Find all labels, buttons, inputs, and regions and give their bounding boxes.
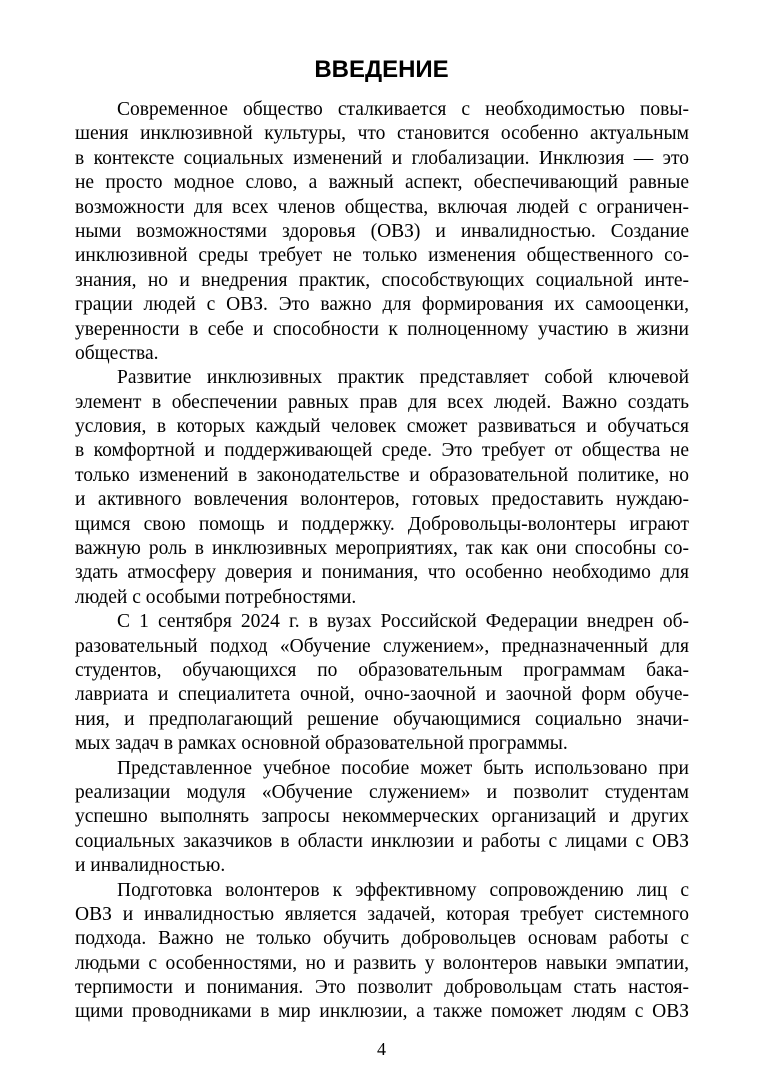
paragraph [75,98,689,366]
text-line: ОВЗ и инвалидностью является задачей, которая требует системного [75,903,689,925]
text-line: щими проводниками в мир инклюзии, а также поможет людям с ОВЗ [75,1001,689,1023]
text-line: щимся свою помощь и поддержку. Добровольцы-волонтеры играют [75,513,689,535]
text-line: шения инклюзивной культуры, что становится особенно актуальным [75,123,689,145]
page-title: ВВЕДЕНИЕ [314,56,449,83]
text-line: Современное общество сталкивается с необходимостью повы- [117,99,689,120]
text-line: людьми с особенностями, но и развить у волонтеров навыки эмпатии, [75,952,689,974]
text-line: уверенности в себе и способности к полноценному участию в жизни [75,318,689,340]
text-line: подхода. Важно не только обучить добровольцев основам работы с [75,928,689,950]
text-line: условия, в которых каждый человек сможет развиваться и обучаться [75,416,689,438]
text-line: возможности для всех членов общества, включая людей с ограничен- [75,196,689,218]
text-line: грации людей с ОВЗ. Это важно для формирования их самооценки, [75,294,689,316]
text-line: Развитие инклюзивных практик представляет собой ключевой [117,367,689,389]
text-line: реализации модуля «Обучение служением» и позволит студентам [75,781,689,803]
text-line: Представленное учебное пособие может быть использовано при [117,757,689,779]
text-line: только изменений в законодательстве и образовательной политике, но [75,464,689,486]
text-line: знания, но и внедрения практик, способствующих социальной инте- [75,269,689,291]
text-line: не просто модное слово, а важный аспект, обеспечивающий равные [75,172,689,194]
text-line: элемент в обеспечении равных прав для всех людей. Важно создать [75,391,689,413]
page-number: 4 [377,1039,386,1059]
text-line: в контексте социальных изменений и глобализации. Инклюзия — это [75,147,689,169]
text-line: Подготовка волонтеров к эффективному сопровождению лиц с [117,879,689,901]
text-line: С 1 сентября 2024 г. в вузах Российской Федерации внедрен об- [117,611,689,633]
text-line: терпимости и понимания. Это позволит добровольцам стать настоя- [75,977,689,999]
text-line: в комфортной и поддерживающей среде. Это требует от общества не [75,440,689,462]
text-line: людей с особыми потребностями. [75,586,357,608]
text-line: мых задач в рамках основной образовательной программы. [75,733,568,755]
text-line: здать атмосферу доверия и понимания, что особенно необходимо для [75,562,689,584]
text-line: ными возможностями здоровья (ОВЗ) и инвалидностью. Создание [75,220,689,242]
text-line: студентов, обучающихся по образовательным программам бака- [75,659,689,681]
text-line: разовательный подход «Обучение служением», предназначенный для [75,635,689,657]
text-line: ния, и предполагающий решение обучающимися социально значи- [75,708,689,730]
paragraph [75,610,689,756]
paragraph [75,757,689,879]
text-line: и активного вовлечения волонтеров, готовых предоставить нуждаю- [75,489,689,511]
paragraph [75,366,689,610]
text-line: общества. [75,342,159,364]
text-line: лавриата и специалитета очной, очно-заочной и заочной форм обуче- [75,684,689,706]
body-text [75,98,689,1025]
text-line: и инвалидностью. [75,855,226,877]
text-line: социальных заказчиков в области инклюзии и работы с лицами с ОВЗ [75,830,689,852]
text-line: инклюзивной среды требует не только изменения общественного со- [75,245,689,267]
text-line: важную роль в инклюзивных мероприятиях, так как они способны со- [75,538,689,560]
text-line: успешно выполнять запросы некоммерческих организаций и других [75,806,689,828]
paragraph [75,879,689,1025]
